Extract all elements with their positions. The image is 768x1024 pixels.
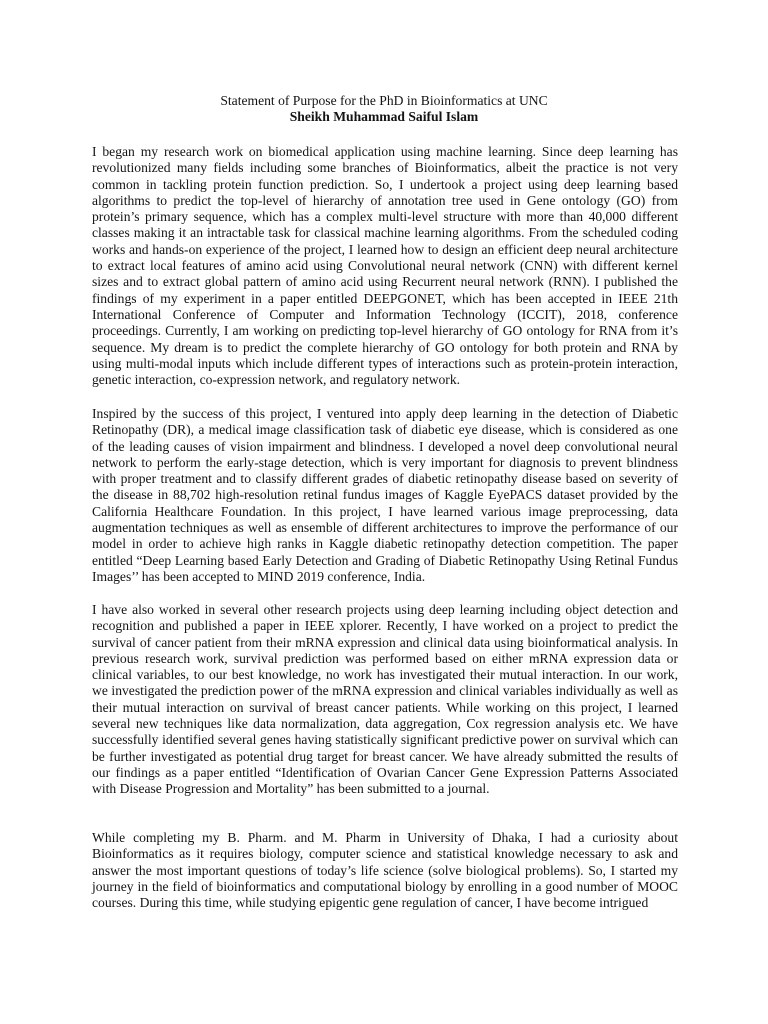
paragraph-research-go: I began my research work on biomedical application using machine learning. Since deep learning has revolutionized many fields including some branches of Bioinformatics, albeit the practice is not very common in tackling protein function prediction. So, I undertook a project using deep learning based algorithms to predict the top-level of hierarchy of annotation tree used in Gene ontology (GO) from protein’s primary sequence, which has a complex multi-level structure with more than 40,000 different classes making it an intractable task for classical machine learning algorithms. From the scheduled coding works and hands-on experience of the project, I learned how to design an efficient deep neural architecture to extract local features of amino acid using Convolutional neural network (CNN) with different kernel sizes and to extract global pattern of amino acid using Recurrent neural network (RNN). I published the findings of my experiment in a paper entitled DEEPGONET, which has been accepted in IEEE 21th International Conference of Computer and Information Technology (ICCIT), 2018, conference proceedings. Currently, I am working on predicting top-level hierarchy of GO ontology for RNA from it’s sequence. My dream is to predict the complete hierarchy of GO ontology for both protein and RNA by using multi-modal inputs which include different types of interactions such as protein-protein interaction, genetic interaction, co-expression network, and regulatory network. — [92, 144, 678, 388]
document-title: Statement of Purpose for the PhD in Bioinformatics at UNC — [220, 93, 548, 108]
document-header — [92, 93, 676, 125]
paragraph-other-research: I have also worked in several other research projects using deep learning including object detection and recognition and published a paper in IEEE xplorer. Recently, I have worked on a project to predict the survival of cancer patient from their mRNA expression and clinical data using bioinformatical analysis. In previous research work, survival prediction was performed based on either mRNA expression data or clinical variables, to our best knowledge, no work has investigated their mutual interaction. In our work, we investigated the prediction power of the mRNA expression and clinical variables individually as well as their mutual interaction on survival of breast cancer patients. While working on this project, I learned several new techniques like data normalization, data aggregation, Cox regression analysis etc. We have successfully identified several genes having statistically significant predictive power on survival which can be further investigated as potential drug target for breast cancer. We have already submitted the results of our findings as a paper entitled “Identification of Ovarian Cancer Gene Expression Patterns Associated with Disease Progression and Mortality” has been submitted to a journal. — [92, 602, 678, 797]
paragraph-diabetic-retinopathy: Inspired by the success of this project, I ventured into apply deep learning in the detection of Diabetic Retinopathy (DR), a medical image classification task of diabetic eye disease, which is considered as one of the leading causes of vision impairment and blindness. I developed a novel deep convolutional neural network to perform the early-stage detection, which is very important for diagnosis to prevent blindness with proper treatment and to classify different grades of diabetic retinopathy disease based on severity of the disease in 88,702 high-resolution retinal fundus images of Kaggle EyePACS dataset provided by the California Healthcare Foundation. In this project, I have learned various image preprocessing, data augmentation techniques as well as ensemble of different architectures to improve the performance of our model in order to achieve high ranks in Kaggle diabetic retinopathy detection competition. The paper entitled “Deep Learning based Early Detection and Grading of Diabetic Retinopathy Using Retinal Fundus Images’’ has been accepted to MIND 2019 conference, India. — [92, 406, 678, 584]
paragraph-background: While completing my B. Pharm. and M. Pharm in University of Dhaka, I had a curiosity about Bioinformatics as it requires biology, computer science and statistical knowledge necessary to ask and answer the most important questions of today’s life science (solve biological problems). So, I started my journey in the field of bioinformatics and computational biology by enrolling in a good number of MOOC courses. During this time, while studying epigentic gene regulation of cancer, I have become intrigued — [92, 830, 678, 911]
author-name: Sheikh Muhammad Saiful Islam — [289, 109, 479, 124]
